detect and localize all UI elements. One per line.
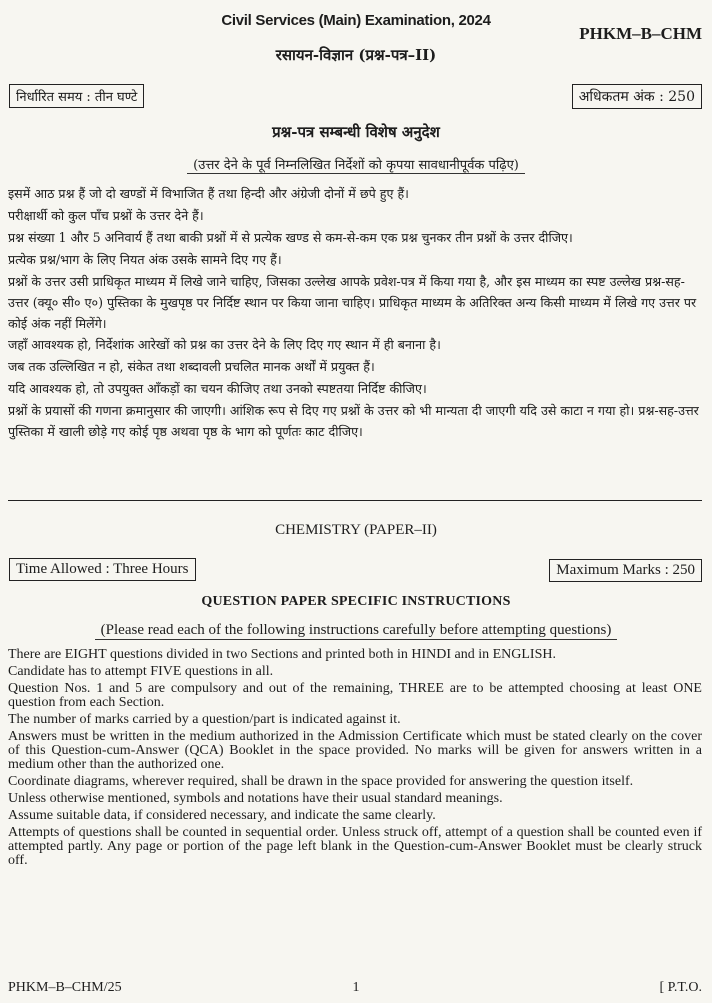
max-marks-hindi: अधिकतम अंक : 250	[572, 84, 702, 109]
instructions-list-english	[8, 648, 702, 871]
max-marks-english: Maximum Marks : 250	[549, 559, 702, 582]
instruction-item: प्रश्नों के उत्तर उसी प्राधिकृत माध्यम में लिखे जाने चाहिए, जिसका उल्लेख आपके प्रवेश-पत्र में किया गया है, और इस माध्यम का स्पष्ट उल्लेख प्रश्न-सह-उत्तर (क्यू० सी० ए०) पुस्तिका के मुखपृष्ठ पर निर्दिष्ट स्थान पर किया जाना चाहिए। प्राधिकृत माध्यम के अतिरिक्त अन्य किसी माध्यम में लिखे गए उत्तर पर कोई अंक नहीं मिलेंगे।	[8, 274, 697, 331]
section-divider	[8, 500, 702, 501]
instruction-item: Candidate has to attempt FIVE questions in all.	[8, 664, 274, 679]
instruction-item: प्रत्येक प्रश्न/भाग के लिए नियत अंक उसके सामने दिए गए हैं।	[8, 252, 282, 267]
time-allowed-english: Time Allowed : Three Hours	[9, 558, 196, 581]
exam-name: Civil Services (Main) Examination, 2024	[221, 12, 491, 29]
subject-title-english: CHEMISTRY (PAPER–II)	[275, 522, 437, 538]
instruction-item: परीक्षार्थी को कुल पाँच प्रश्नों के उत्तर देने हैं।	[8, 208, 204, 223]
instruction-item: जहाँ आवश्यक हो, निर्देशांक आरेखों को प्रश्न का उत्तर देने के लिए दिए गए स्थान में ही बनाना है।	[8, 337, 441, 352]
footer-paper-code: PHKM–B–CHM/25	[8, 980, 122, 995]
instruction-item: Attempts of questions shall be counted in sequential order. Unless struck off, attempt of a question shall be counted even if attempted partly. Any page or portion of the page left blank in the Question-cum-Answer Booklet must be clearly struck off.	[8, 825, 702, 868]
instruction-item: यदि आवश्यक हो, तो उपयुक्त आँकड़ों का चयन कीजिए तथा उनको स्पष्टतया निर्दिष्ट कीजिए।	[8, 381, 427, 396]
paper-code: PHKM–B–CHM	[579, 24, 702, 43]
page-number: 1	[352, 980, 360, 995]
instruction-item: प्रश्न संख्या 1 और 5 अनिवार्य हैं तथा बाकी प्रश्नों में से प्रत्येक खण्ड से कम-से-कम एक प्रश्न चुनकर तीन प्रश्नों के उत्तर दीजिए।	[8, 230, 573, 245]
instruction-item: Answers must be written in the medium authorized in the Admission Certificate which must be stated clearly on the cover of this Question-cum-Answer (QCA) Booklet in the space provided. No marks will be given for answers written in a medium other than the authorized one.	[8, 729, 702, 772]
instruction-item: जब तक उल्लिखित न हो, संकेत तथा शब्दावली प्रचलित मानक अर्थों में प्रयुक्त हैं।	[8, 359, 375, 374]
instruction-item: There are EIGHT questions divided in two Sections and printed both in HINDI and in ENGLISH.	[8, 647, 556, 662]
please-turn-over: [ P.T.O.	[659, 980, 702, 995]
instruction-item: Coordinate diagrams, wherever required, shall be drawn in the space provided for answering the question itself.	[8, 774, 634, 789]
instruction-item: Unless otherwise mentioned, symbols and notations have their usual standard meanings.	[8, 791, 503, 806]
instructions-subtitle-hindi: (उत्तर देने के पूर्व निम्नलिखित निर्देशों को कृपया सावधानीपूर्वक पढ़िए)	[0, 155, 712, 174]
instructions-heading-english: QUESTION PAPER SPECIFIC INSTRUCTIONS	[201, 594, 511, 609]
instructions-heading-hindi: प्रश्न-पत्र सम्बन्धी विशेष अनुदेश	[272, 123, 440, 141]
instruction-item: The number of marks carried by a question/part is indicated against it.	[8, 712, 401, 727]
instruction-item: Assume suitable data, if considered necessary, and indicate the same clearly.	[8, 808, 436, 823]
instruction-item: प्रश्नों के प्रयासों की गणना क्रमानुसार की जाएगी। आंशिक रूप से दिए गए प्रश्नों के उत्तर को भी मान्यता दी जाएगी यदि उसे काटा न गया हो। प्रश्न-सह-उत्तर पुस्तिका में खाली छोड़े गए कोई पृष्ठ अथवा पृष्ठ के भाग को पूर्णतः काट दीजिए।	[8, 403, 699, 439]
instructions-list-hindi	[8, 183, 702, 442]
time-allowed-hindi: निर्धारित समय : तीन घण्टे	[9, 84, 144, 108]
subject-title-hindi: रसायन-विज्ञान (प्रश्न-पत्र–II)	[275, 46, 437, 64]
instruction-item: Question Nos. 1 and 5 are compulsory and out of the remaining, THREE are to be attempted choosing at least ONE question from each Section.	[8, 681, 702, 710]
instructions-subtitle-english: (Please read each of the following instructions carefully before attempting questions)	[0, 622, 712, 640]
instruction-item: इसमें आठ प्रश्न हैं जो दो खण्डों में विभाजित हैं तथा हिन्दी और अंग्रेजी दोनों में छपे हुए हैं।	[8, 186, 409, 201]
